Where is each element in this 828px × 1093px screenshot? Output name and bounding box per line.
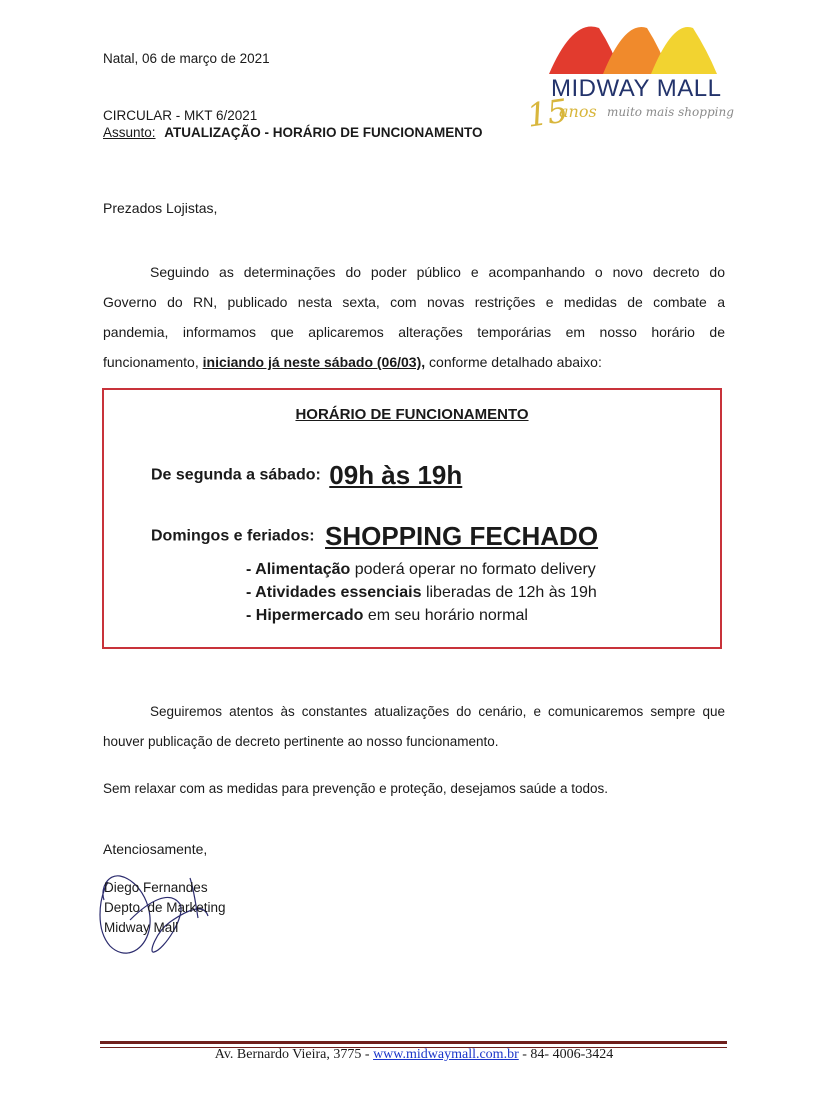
logo-anos: anos — [559, 102, 597, 121]
footer-phone: - 84- 4006-3424 — [518, 1047, 614, 1062]
start-date-emphasis: iniciando já neste sábado (06/03), — [202, 354, 426, 370]
exceptions-list — [246, 558, 597, 627]
para1-text: conforme detalhado abaixo: — [425, 354, 602, 370]
subject-value: ATUALIZAÇÃO - HORÁRIO DE FUNCIONAMENTO — [164, 125, 483, 140]
para1-line: Seguindo as determinações do poder público e acompanhando o novo decreto do — [150, 264, 725, 280]
signature-block — [104, 878, 226, 938]
para2-line: Seguiremos atentos às constantes atualizações do cenário, e comunicaremos sempre que — [150, 704, 725, 719]
subject-line — [103, 124, 483, 142]
para1-line: Governo do RN, publicado nesta sexta, com novas restrições e medidas de combate a — [103, 294, 725, 310]
subject-label: Assunto: — [103, 125, 156, 140]
footer-website-link[interactable]: www.midwaymall.com.br — [373, 1047, 519, 1062]
weekday-hours-value: 09h às 19h — [329, 460, 463, 490]
exception-text: poderá operar no formato delivery — [350, 561, 596, 578]
exception-item — [246, 558, 597, 581]
closing-line: Sem relaxar com as medidas para prevenção e proteção, desejamos saúde a todos. — [103, 781, 609, 796]
exception-text: liberadas de 12h às 19h — [421, 584, 597, 601]
hours-title: HORÁRIO DE FUNCIONAMENTO — [295, 406, 529, 423]
para1-line: pandemia, informamos que aplicaremos alterações temporárias em nosso horário de — [103, 324, 725, 340]
signer-name: Diego Fernandes — [104, 880, 208, 895]
footer-contact — [0, 1047, 828, 1063]
para1-text: funcionamento, — [103, 354, 203, 370]
para2-line: houver publicação de decreto pertinente ao nosso funcionamento. — [103, 734, 499, 749]
letter-date: Natal, 06 de março de 2021 — [103, 51, 270, 66]
regards: Atenciosamente, — [103, 841, 208, 857]
intro-paragraph — [103, 257, 725, 377]
signer-department: Depto. de Marketing — [104, 900, 226, 915]
logo-name: MIDWAY MALL — [551, 75, 722, 102]
logo-years: 15 — [524, 91, 571, 135]
midway-mall-logo — [524, 22, 734, 140]
exception-text: em seu horário normal — [363, 607, 528, 624]
exception-item — [246, 581, 597, 604]
greeting: Prezados Lojistas, — [103, 200, 218, 216]
weekday-hours-row — [151, 460, 462, 491]
sunday-hours-row — [151, 521, 598, 552]
para1-line — [103, 347, 725, 377]
logo-tagline: muito mais shopping — [607, 105, 734, 119]
sunday-label: Domingos e feriados: — [151, 527, 315, 545]
exception-label: - Atividades essenciais — [246, 584, 422, 601]
exception-item — [246, 604, 597, 627]
followup-paragraph — [103, 697, 725, 757]
sunday-status-value: SHOPPING FECHADO — [325, 521, 599, 551]
logo-mountains-icon — [525, 22, 730, 82]
exception-label: - Alimentação — [246, 561, 351, 578]
signer-company: Midway Mall — [104, 920, 179, 935]
footer-address: Av. Bernardo Vieira, 3775 - — [214, 1047, 374, 1062]
circular-number: CIRCULAR - MKT 6/2021 — [103, 108, 258, 123]
weekday-label: De segunda a sábado: — [151, 466, 321, 484]
exception-label: - Hipermercado — [246, 607, 364, 624]
